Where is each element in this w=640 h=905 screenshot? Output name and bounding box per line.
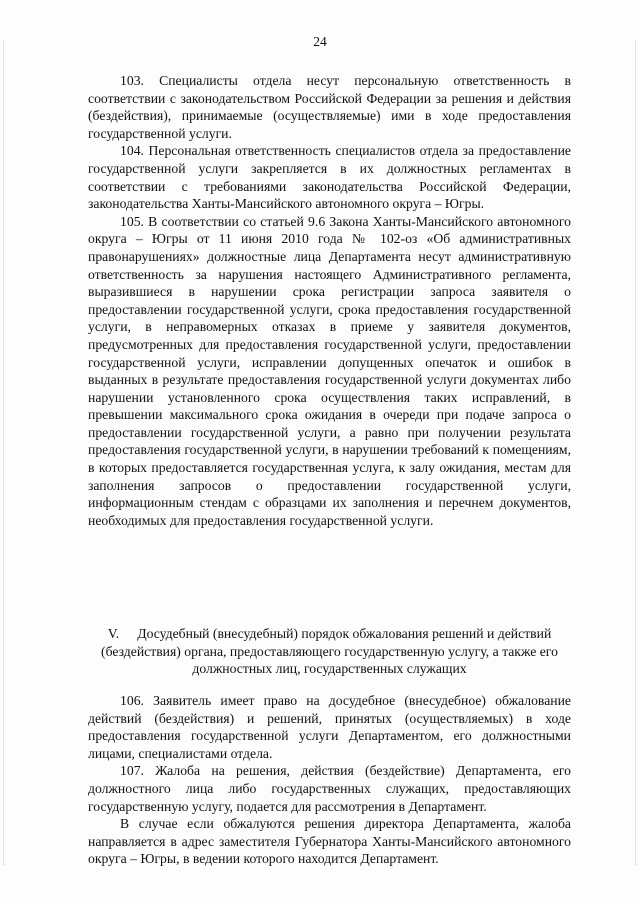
- section-heading: [88, 625, 571, 678]
- paragraph-105: 105. В соответствии со статьей 9.6 Закона Ханты-Мансийского автономного округа – Югры от 11 июня 2010 года № 102-оз «Об административных правонарушениях» должностные лица Департамента несут административную ответственность за нарушения настоящего Административного регламента, выразившиеся в нарушении срока регистрации запроса заявителя о предоставлении государственной услуги, срока предоставления государственной услуги, в неправомерных отказах в приеме у заявителя документов, предусмотренных для предоставления государственной услуги, предоставлении государственной услуги, исправлении допущенных опечаток и ошибок в выданных в результате предоставления государственной услуги документах либо нарушении установленного срока осуществления таких исправлений, в превышении максимального срока ожидания в очереди при подаче запроса о предоставлении государственной услуги, а равно при получении результата предоставления государственной услуги, в нарушении требований к помещениям, в которых предоставляется государственная услуга, к залу ожидания, местам для заполнения запросов о предоставлении государственной услуги, информационным стендам с образцами их заполнения и перечнем документов, необходимых для предоставления государственной услуги.: [88, 213, 571, 528]
- text-block-top: [88, 72, 571, 529]
- paragraph-104: 104. Персональная ответственность специалистов отдела за предоставление государственной услуги закрепляется в их должностных регламентах в соответствии с требованиями законодательства Российской Федерации, законодательства Ханты-Мансийского автономного округа – Югры.: [88, 143, 571, 212]
- scan-edge-right: [635, 40, 637, 865]
- paragraph-103: 103. Специалисты отдела несут персональную ответственность в соответствии с законодательством Российской Федерации за решения и действия (бездействия), принимаемые (осуществляемые) ими в ходе предоставления государственной услуги.: [88, 73, 571, 141]
- page-number: 24: [313, 34, 327, 49]
- section-number: V.: [107, 626, 120, 641]
- paragraph-106: 106. Заявитель имеет право на досудебное (внесудебное) обжалование действий (бездействия) и решений, принятых (осуществляемых) в ходе предоставления государственной услуги Департаментом, его должностными лицами, специалистами отдела.: [88, 693, 571, 761]
- text-block-bottom: [88, 692, 571, 868]
- section-title: Досудебный (внесудебный) порядок обжалования решений и действий (бездействия) органа, предоставляющего государственную услугу, а также его должностных лиц, государственных служащих: [101, 626, 558, 677]
- scan-edge-left: [3, 40, 5, 865]
- paragraph-107-continuation: В случае если обжалуются решения директора Департамента, жалоба направляется в адрес заместителя Губернатора Ханты-Мансийского автономного округа – Югры, в ведении которого находится Департамент.: [88, 816, 571, 867]
- paragraph-107: 107. Жалоба на решения, действия (бездействие) Департамента, его должностного лица либо государственных служащих, предоставляющих государственную услугу, подается для рассмотрения в Департамент.: [88, 763, 571, 814]
